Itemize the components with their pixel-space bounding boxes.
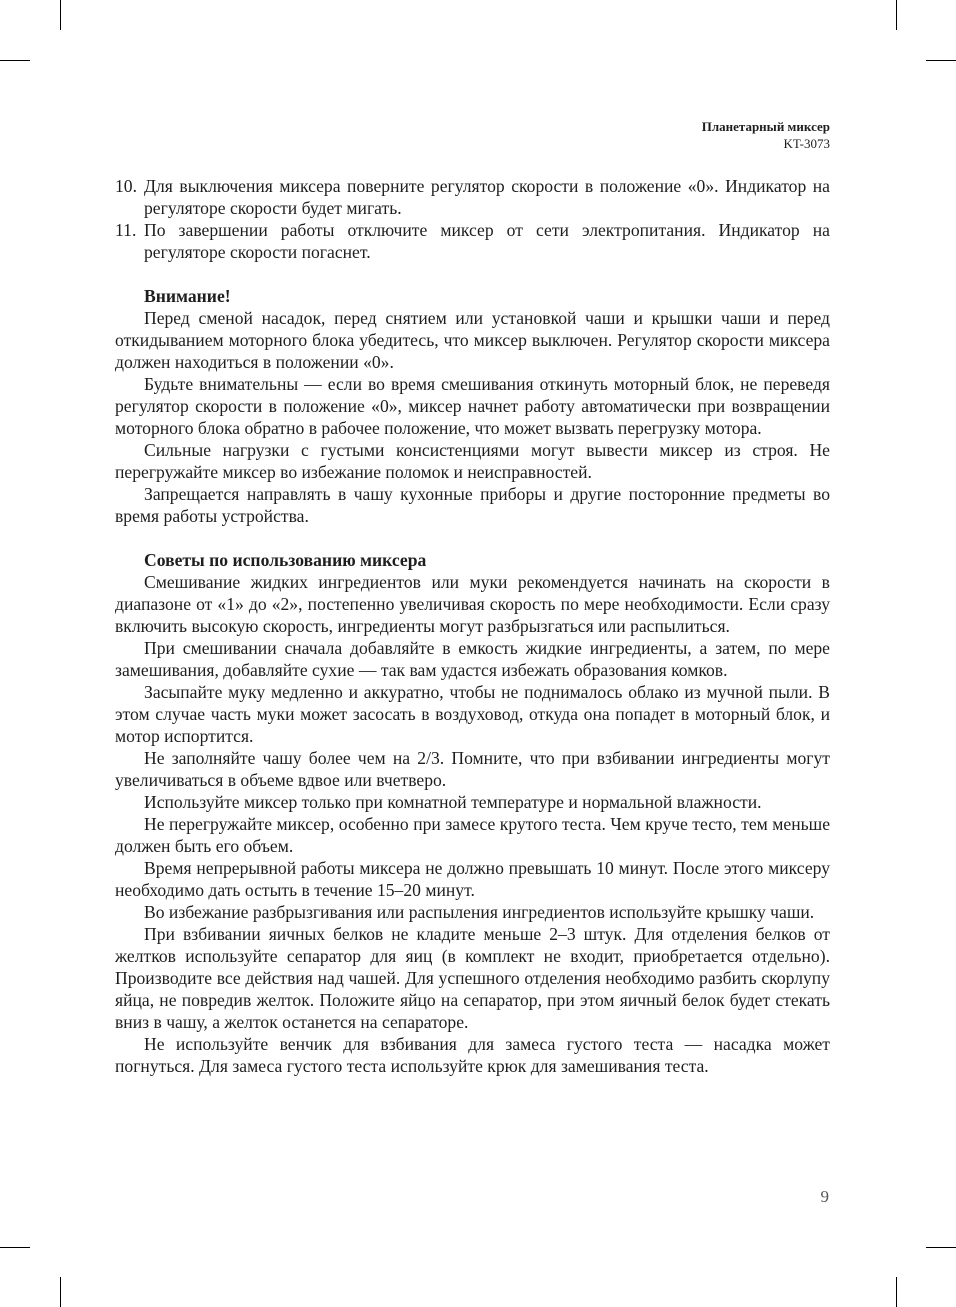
tips-heading: Советы по использованию миксера <box>144 550 427 570</box>
tips-paragraph: При взбивании яичных белков не кладите меньше 2–3 штук. Для отделения белков от желтков используйте сепаратор для яиц (в комплект не входит, приобретается отдельно). Производите все действия над чашей. Для успешного отделения необходимо разбить скорлупу яйца, не повредив желток. Положите яйцо на сепаратор, при этом яичный белок будет стекать вниз в чашу, а желток останется на сепараторе. <box>115 924 830 1032</box>
crop-mark-right-top <box>926 60 956 61</box>
tips-paragraph: При смешивании сначала добавляйте в емкость жидкие ингредиенты, а затем, по мере замешивания, добавляйте сухие — так вам удастся избежать образования комков. <box>115 638 830 680</box>
step-number: 11. <box>115 220 137 240</box>
step-text: Для выключения миксера поверните регулятор скорости в положение «0». Индикатор на регуляторе скорости будет мигать. <box>144 176 830 218</box>
section-gap <box>115 527 830 549</box>
tips-paragraph: Не используйте венчик для взбивания для замеса густого теста — насадка может погнуться. Для замеса густого теста используйте крюк для замешивания теста. <box>115 1034 830 1076</box>
crop-mark-left-bottom <box>0 1247 30 1248</box>
tips-paragraph: Не перегружайте миксер, особенно при замесе крутого теста. Чем круче тесто, тем меньше должен быть его объем. <box>115 814 830 856</box>
warning-paragraph: Запрещается направлять в чашу кухонные приборы и другие посторонние предметы во время работы устройства. <box>115 484 830 526</box>
crop-mark-bottom-right <box>896 1277 897 1307</box>
step-item <box>115 219 830 263</box>
step-item <box>115 175 830 219</box>
warning-heading: Внимание! <box>144 286 231 306</box>
running-header <box>702 118 830 152</box>
tips-paragraph: Не заполняйте чашу более чем на 2/3. Помните, что при взбивании ингредиенты могут увеличиваться в объеме вдвое или вчетверо. <box>115 748 830 790</box>
tips-paragraph: Засыпайте муку медленно и аккуратно, чтобы не поднималось облако из мучной пыли. В этом случае часть муки может засосать в воздуховод, откуда она попадет в моторный блок, и мотор испортится. <box>115 682 830 746</box>
step-text: По завершении работы отключите миксер от сети электропитания. Индикатор на регуляторе скорости погаснет. <box>144 220 830 262</box>
tips-paragraph: Время непрерывной работы миксера не должно превышать 10 минут. После этого миксеру необходимо дать остыть в течение 15–20 минут. <box>115 858 830 900</box>
warning-paragraph: Перед сменой насадок, перед снятием или установкой чаши и крышки чаши и перед откидыванием моторного блока убедитесь, что миксер выключен. Регулятор скорости миксера должен находиться в положении «0». <box>115 308 830 372</box>
warning-paragraph: Сильные нагрузки с густыми консистенциями могут вывести миксер из строя. Не перегружайте миксер во избежание поломок и неисправностей. <box>115 440 830 482</box>
tips-paragraph: Используйте миксер только при комнатной температуре и нормальной влажности. <box>144 792 762 812</box>
crop-mark-top-right <box>896 0 897 30</box>
crop-mark-right-bottom <box>926 1247 956 1248</box>
page-content <box>115 175 830 1077</box>
tips-paragraph: Во избежание разбрызгивания или распыления ингредиентов используйте крышку чаши. <box>144 902 815 922</box>
crop-mark-left-top <box>0 60 30 61</box>
header-model: KT-3073 <box>783 136 830 151</box>
section-gap <box>115 263 830 285</box>
tips-paragraph: Смешивание жидких ингредиентов или муки рекомендуется начинать на скорости в диапазоне от «1» до «2», постепенно увеличивая скорость по мере необходимости. Если сразу включить высокую скорость, ингредиенты могут разбрызгаться или распылиться. <box>115 572 830 636</box>
step-number: 10. <box>115 176 137 196</box>
crop-mark-top-left <box>60 0 61 30</box>
page-number: 9 <box>820 1187 829 1206</box>
warning-paragraph: Будьте внимательны — если во время смешивания откинуть моторный блок, не переведя регулятор скорости в положение «0», миксер начнет работу автоматически при возвращении моторного блока обратно в рабочее положение, что может вызвать перегрузку мотора. <box>115 374 830 438</box>
crop-mark-bottom-left <box>60 1277 61 1307</box>
header-title: Планетарный миксер <box>701 119 830 134</box>
